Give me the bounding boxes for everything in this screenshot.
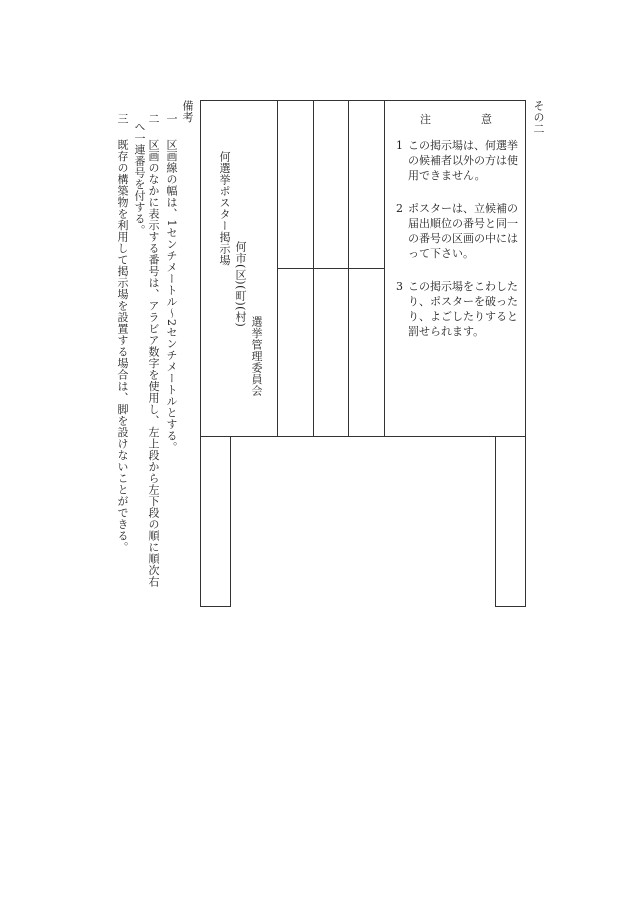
notice-title-left: 注 xyxy=(420,113,431,126)
board-issuer-place: 何市(区)(町)(村) xyxy=(234,241,247,328)
remarks-item-1-text: 区画線の幅は、1センチメートル～2センチメートルとする。 xyxy=(165,139,178,453)
notice-item-number: 3 xyxy=(396,280,403,293)
remarks-heading: 備考 xyxy=(181,100,194,123)
remarks-item-2-number: 二 xyxy=(147,113,160,125)
remarks-item-2-continuation: へ一連番号を付する。 xyxy=(133,121,146,236)
notice-item-text: この掲示場は、何選挙の候補者以外の方は使用できません。 xyxy=(408,139,518,182)
remarks-item-3-text: 既存の構築物を利用して掲示場を設置する場合は、脚を設けないことができる。 xyxy=(116,139,129,553)
page-label: その二 xyxy=(532,100,545,135)
board-leg-right xyxy=(495,436,526,607)
notice-item-number: 1 xyxy=(396,139,403,152)
notice-item xyxy=(396,138,522,183)
notice-item xyxy=(396,201,522,261)
board-row-divider xyxy=(277,268,384,269)
remarks-item-3-number: 三 xyxy=(116,113,129,125)
notice-item-text: この掲示場をこわしたり、ポスターを破ったり、よごしたりすると罰せられます。 xyxy=(408,280,518,338)
notice-title-right: 意 xyxy=(481,113,492,126)
notice-item-number: 2 xyxy=(396,202,403,215)
board-leg-left xyxy=(200,436,231,607)
board-title: 何選挙ポスター掲示場 xyxy=(218,151,231,266)
remarks-item-2-text: 区画のなかに表示する番号は、アラビア数字を使用し、左上段から左下段の順に順次右 xyxy=(147,139,160,588)
board-issuer-org: 選挙管理委員会 xyxy=(250,316,263,397)
notice-item xyxy=(396,279,522,339)
remarks-item-1-number: 一 xyxy=(165,113,178,125)
notice-item-text: ポスターは、立候補の届出順位の番号と同一の番号の区画の中にはって下さい。 xyxy=(408,202,518,260)
board-divider xyxy=(384,100,385,437)
